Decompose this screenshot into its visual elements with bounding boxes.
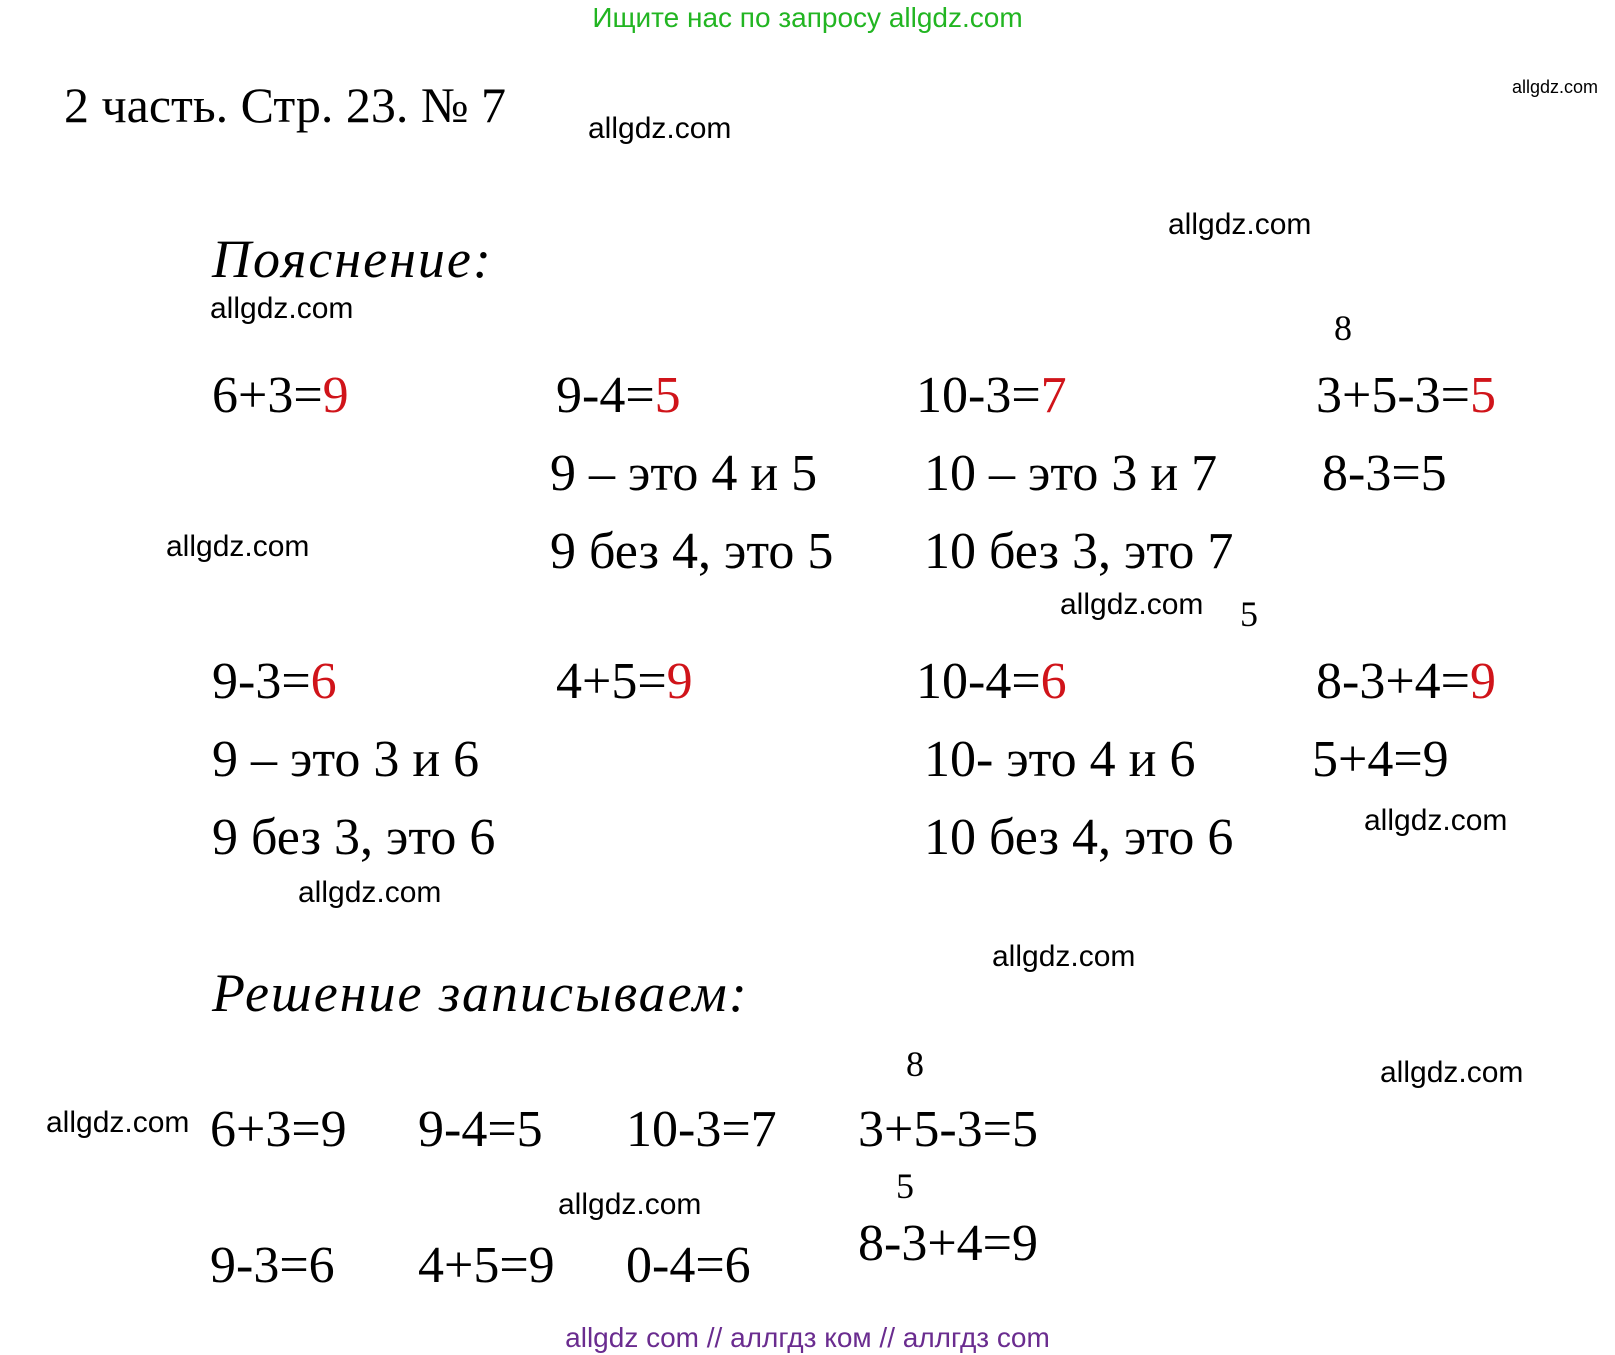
expl-r1c3-equation: 10-3=7 xyxy=(916,367,1067,424)
solution-row1-eq1: 6+3=9 xyxy=(210,1101,347,1158)
expl-r1c3-line3: 10 без 3, это 7 xyxy=(924,523,1234,580)
expl-r1c2-line2: 9 – это 4 и 5 xyxy=(550,445,818,502)
expl-r2c1-equation: 9-3=6 xyxy=(212,653,337,710)
watermark: allgdz.com xyxy=(992,940,1136,973)
watermark: allgdz.com xyxy=(1364,804,1508,837)
watermark: allgdz.com xyxy=(166,530,310,563)
page-title: 2 часть. Стр. 23. № 7 xyxy=(64,77,507,133)
solution-row2-eq4: 8-3+4=9 xyxy=(858,1215,1038,1272)
expl-r1c2-line3: 9 без 4, это 5 xyxy=(550,523,834,580)
expl-r2c1-line2: 9 – это 3 и 6 xyxy=(212,731,480,788)
expl-r1c1-equation: 6+3=9 xyxy=(212,367,349,424)
expl-r2c4-equation: 8-3+4=9 xyxy=(1316,653,1496,710)
expl-r2c2-equation: 4+5=9 xyxy=(556,653,693,710)
watermark: allgdz.com xyxy=(298,876,442,909)
solution-row2-eq3: 0-4=6 xyxy=(626,1237,751,1294)
watermark: allgdz.com xyxy=(1380,1056,1524,1089)
footer-links[interactable]: allgdz com // аллгдз ком // аллгдз com xyxy=(565,1322,1050,1353)
watermark: allgdz.com xyxy=(558,1188,702,1221)
watermark: allgdz.com xyxy=(1060,588,1204,621)
top-banner: Ищите нас по запросу allgdz.com xyxy=(592,2,1023,33)
expl-r2c3-line3: 10 без 4, это 6 xyxy=(924,809,1234,866)
expl-r2c4-line2: 5+4=9 xyxy=(1312,731,1449,788)
expl-r2c3-equation: 10-4=6 xyxy=(916,653,1067,710)
expl-r1c3-line2: 10 – это 3 и 7 xyxy=(924,445,1218,502)
solution-row1-sup: 8 xyxy=(906,1044,924,1084)
watermark: allgdz.com xyxy=(210,292,354,325)
expl-r2c4-sup: 5 xyxy=(1240,594,1258,634)
solution-row1-eq4: 3+5-3=5 xyxy=(858,1101,1038,1158)
solution-heading: Решение записываем: xyxy=(212,963,749,1023)
solution-row1-eq2: 9-4=5 xyxy=(418,1101,543,1158)
expl-r1c4-sup: 8 xyxy=(1334,308,1352,348)
expl-r1c4-line2: 8-3=5 xyxy=(1322,445,1447,502)
explanation-heading: Пояснение: xyxy=(212,229,493,289)
solution-row2-eq2: 4+5=9 xyxy=(418,1237,555,1294)
solution-row2-eq1: 9-3=6 xyxy=(210,1237,335,1294)
watermark: allgdz.com xyxy=(46,1106,190,1139)
expl-r2c3-line2: 10- это 4 и 6 xyxy=(924,731,1196,788)
watermark: allgdz.com xyxy=(588,112,732,145)
expl-r2c1-line3: 9 без 3, это 6 xyxy=(212,809,496,866)
expl-r1c4-equation: 3+5-3=5 xyxy=(1316,367,1496,424)
watermark-small: allgdz.com xyxy=(1512,77,1599,97)
solution-row2-sup: 5 xyxy=(896,1166,914,1206)
expl-r1c2-equation: 9-4=5 xyxy=(556,367,681,424)
solution-row1-eq3: 10-3=7 xyxy=(626,1101,777,1158)
watermark: allgdz.com xyxy=(1168,208,1312,241)
